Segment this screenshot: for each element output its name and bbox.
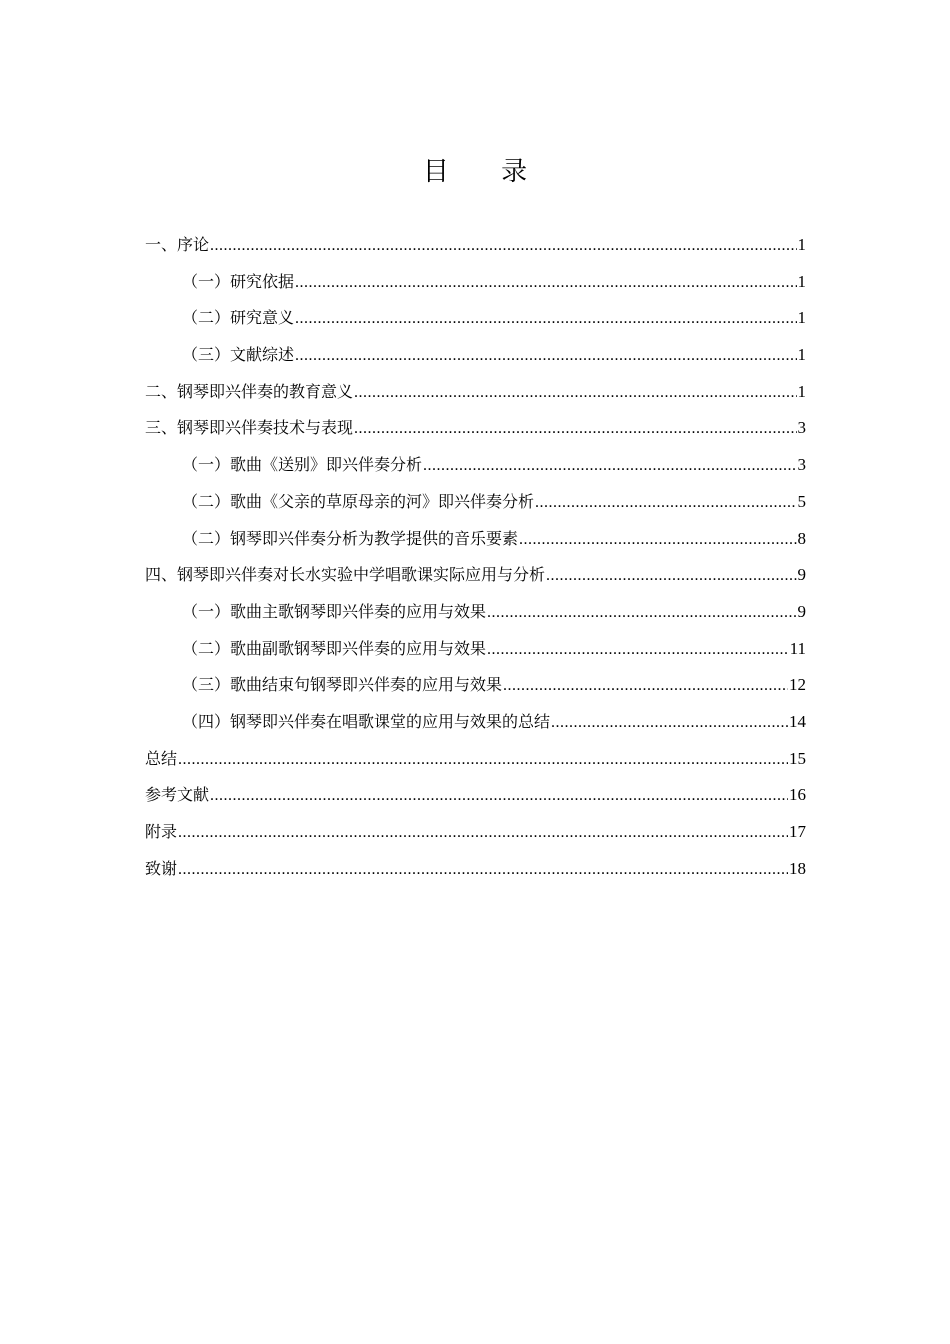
dot-leader — [503, 668, 788, 705]
toc-entry[interactable] — [145, 337, 806, 374]
toc-entry-label: （三）歌曲结束句钢琴即兴伴奏的应用与效果 — [182, 675, 503, 695]
toc-entry[interactable] — [145, 484, 806, 521]
dot-leader — [295, 338, 796, 375]
toc-entry[interactable] — [145, 264, 806, 301]
toc-entry-label: 二、钢琴即兴伴奏的教育意义 — [145, 381, 354, 401]
dot-leader — [210, 778, 788, 815]
toc-entry-page: 1 — [797, 308, 806, 328]
toc-entry[interactable] — [145, 521, 806, 558]
toc-entry-page: 12 — [789, 675, 806, 695]
toc-entry-page: 8 — [797, 528, 806, 548]
toc-entry[interactable] — [145, 374, 806, 411]
dot-leader — [295, 265, 796, 302]
toc-entry-page: 1 — [797, 271, 806, 291]
dot-leader — [487, 632, 789, 669]
toc-entry-page: 18 — [789, 858, 806, 878]
toc-entry[interactable] — [145, 410, 806, 447]
dot-leader — [210, 228, 796, 265]
dot-leader — [178, 852, 788, 889]
dot-leader — [354, 411, 796, 448]
toc-entry-page: 3 — [797, 418, 806, 438]
dot-leader — [423, 448, 796, 485]
toc-entry[interactable] — [145, 814, 806, 851]
toc-entry-page: 1 — [797, 235, 806, 254]
toc-entry-label: （二）歌曲副歌钢琴即兴伴奏的应用与效果 — [182, 638, 487, 658]
toc-entry-page: 1 — [797, 345, 806, 365]
toc-entry-label: （一）歌曲《送别》即兴伴奏分析 — [182, 455, 423, 475]
toc-entry[interactable] — [145, 631, 806, 668]
dot-leader — [178, 742, 788, 779]
toc-entry-page: 16 — [789, 785, 806, 805]
dot-leader — [178, 815, 788, 852]
toc-entry-label: 参考文献 — [145, 785, 210, 805]
toc-entry[interactable] — [145, 557, 806, 594]
toc-entry-page: 9 — [797, 565, 806, 585]
toc-entry-label: （三）文献综述 — [182, 345, 295, 365]
toc-entry[interactable] — [145, 704, 806, 741]
page-title: 目 录 — [422, 157, 550, 187]
toc-entry-label: （二）钢琴即兴伴奏分析为教学提供的音乐要素 — [182, 528, 519, 548]
toc-entry-label: 致谢 — [145, 858, 178, 878]
toc-entry[interactable] — [145, 777, 806, 814]
toc-entry-page: 5 — [797, 491, 806, 511]
table-of-contents — [145, 227, 806, 887]
toc-entry[interactable] — [145, 741, 806, 778]
toc-entry-page: 14 — [789, 711, 806, 731]
toc-entry[interactable] — [145, 594, 806, 631]
toc-entry-label: （一）歌曲主歌钢琴即兴伴奏的应用与效果 — [182, 601, 487, 621]
toc-entry[interactable] — [145, 851, 806, 888]
toc-entry-label: （二）研究意义 — [182, 308, 295, 328]
toc-entry[interactable] — [145, 667, 806, 704]
toc-entry-label: 三、钢琴即兴伴奏技术与表现 — [145, 418, 354, 438]
toc-entry-label: （二）歌曲《父亲的草原母亲的河》即兴伴奏分析 — [182, 491, 535, 511]
dot-leader — [551, 705, 788, 742]
dot-leader — [546, 558, 796, 595]
dot-leader — [354, 375, 796, 412]
dot-leader — [295, 301, 796, 338]
toc-entry-page: 17 — [789, 822, 806, 841]
toc-entry-label: 附录 — [145, 822, 178, 841]
toc-entry-page: 9 — [797, 601, 806, 621]
toc-entry[interactable] — [145, 227, 806, 264]
toc-entry[interactable] — [145, 447, 806, 484]
toc-entry-label: 一、序论 — [145, 235, 210, 254]
dot-leader — [535, 485, 796, 522]
toc-entry-page: 11 — [789, 638, 806, 658]
toc-entry[interactable] — [145, 300, 806, 337]
toc-entry-page: 1 — [797, 381, 806, 401]
toc-entry-label: 总结 — [145, 748, 178, 768]
toc-entry-page: 3 — [797, 455, 806, 475]
toc-entry-page: 15 — [789, 748, 806, 768]
dot-leader — [519, 522, 796, 559]
toc-entry-label: 四、钢琴即兴伴奏对长水实验中学唱歌课实际应用与分析 — [145, 565, 546, 585]
dot-leader — [487, 595, 796, 632]
toc-entry-label: （一）研究依据 — [182, 271, 295, 291]
toc-entry-label: （四）钢琴即兴伴奏在唱歌课堂的应用与效果的总结 — [182, 711, 551, 731]
